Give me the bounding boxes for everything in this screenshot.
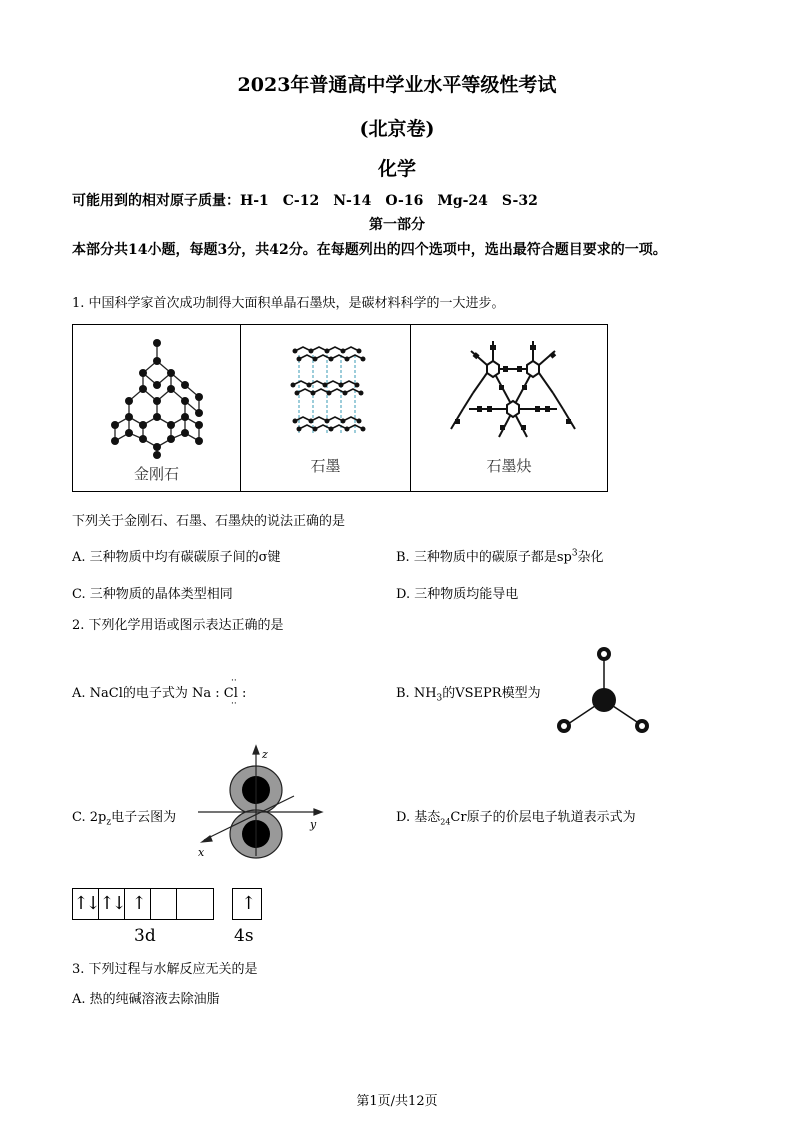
nacl-electron-formula xyxy=(192,676,247,709)
exam-title: 2023年普通高中学业水平等级性考试 xyxy=(237,74,557,96)
q2-option-d-sub: 24 xyxy=(440,817,451,827)
graphdiyne-caption: 石墨炔 xyxy=(486,457,532,475)
orbital-box xyxy=(177,889,203,919)
nh3-vsepr-image xyxy=(550,642,656,742)
q1-option-c[interactable]: C. 三种物质的晶体类型相同 xyxy=(72,587,233,602)
q1-option-b-text: B. 三种物质中的碳原子都是sp xyxy=(396,550,572,565)
graphdiyne-structure-image xyxy=(411,333,607,453)
page-number: 第1页/共12页 xyxy=(356,1094,438,1109)
mass-item: C-12 xyxy=(282,193,320,209)
diamond-structure-image xyxy=(73,329,241,459)
q2-option-d-tail: Cr原子的价层电子轨道表示式为 xyxy=(450,810,636,825)
axis-y-label: y xyxy=(310,818,317,831)
orbital-box: ↑ xyxy=(125,889,151,919)
q2-option-d-text: D. 基态 xyxy=(396,810,441,825)
q3-option-a[interactable]: A. 热的纯碱溶液去除油脂 xyxy=(72,992,220,1007)
q1-option-b-tail: 杂化 xyxy=(577,550,604,565)
q1-figure-table xyxy=(72,324,608,492)
orbital-box: ↑ xyxy=(240,893,254,914)
q2-option-c-sub: z xyxy=(106,817,112,828)
atomic-masses-label: 可能用到的相对原子质量： xyxy=(72,193,240,209)
q2-option-c-tail: 电子云图为 xyxy=(111,810,177,825)
q2-option-b[interactable] xyxy=(396,682,541,704)
top-dots: ·· xyxy=(231,676,237,686)
mass-item: S-32 xyxy=(501,193,538,209)
q2-stem: 2. 下列化学用语或图示表达正确的是 xyxy=(72,618,284,633)
q1-stem: 1. 中国科学家首次成功制得大面积单晶石墨炔，是碳材料科学的一大进步。 xyxy=(72,296,505,311)
graphdiyne-cell xyxy=(411,325,607,491)
orbital-4s-boxes xyxy=(232,888,262,920)
q1-option-b-sup: 3 xyxy=(571,548,578,559)
q2-option-a[interactable] xyxy=(72,676,247,709)
q2-option-c[interactable] xyxy=(72,806,176,828)
diamond-cell xyxy=(73,325,241,491)
bottom-dots: ·· xyxy=(231,699,237,709)
mass-item: Mg-24 xyxy=(437,193,488,209)
q3-stem: 3. 下列过程与水解反应无关的是 xyxy=(72,962,258,977)
graphite-caption: 石墨 xyxy=(310,457,341,475)
2pz-electron-cloud-image xyxy=(194,742,330,862)
q2-option-b-sub: 3 xyxy=(436,693,443,704)
q1-question: 下列关于金刚石、石墨、石墨炔的说法正确的是 xyxy=(72,514,346,529)
mass-item: H-1 xyxy=(240,193,269,209)
orbital-3d-boxes xyxy=(72,888,214,920)
graphite-cell xyxy=(241,325,411,491)
q1-option-a[interactable]: A. 三种物质中均有碳碳原子间的σ键 xyxy=(72,550,281,565)
mass-item: O-16 xyxy=(385,193,424,209)
orbital-3d-label: 3d xyxy=(134,926,156,946)
part-instructions: 本部分共14小题，每题3分，共42分。在每题列出的四个选项中，选出最符合题目要求的一项。 xyxy=(72,242,667,258)
graphite-structure-image xyxy=(241,335,411,455)
orbital-box: ↑↓ xyxy=(99,889,125,919)
diamond-caption: 金刚石 xyxy=(133,465,179,483)
orbital-box xyxy=(151,889,177,919)
mass-item: N-14 xyxy=(333,193,372,209)
q2-option-c-text: C. 2p xyxy=(72,810,107,825)
atomic-masses xyxy=(72,190,552,210)
q2-option-b-text: B. NH xyxy=(396,686,437,701)
part-title: 第一部分 xyxy=(369,217,425,233)
axis-z-label: z xyxy=(262,748,268,761)
orbital-4s-label: 4s xyxy=(234,926,254,946)
q1-option-b[interactable] xyxy=(396,546,604,565)
q1-option-d[interactable]: D. 三种物质均能导电 xyxy=(396,587,519,602)
orbital-box: ↑↓ xyxy=(73,889,99,919)
axis-x-label: x xyxy=(198,846,205,859)
q2-option-a-text: A. NaCl的电子式为 xyxy=(72,686,188,701)
q2-option-b-tail: 的VSEPR模型为 xyxy=(442,686,541,701)
nacl-formula-text: Na : Cl : xyxy=(192,686,247,701)
exam-subject: 化学 xyxy=(377,158,416,180)
q2-option-d[interactable] xyxy=(396,806,636,827)
exam-region: (北京卷) xyxy=(359,118,435,140)
